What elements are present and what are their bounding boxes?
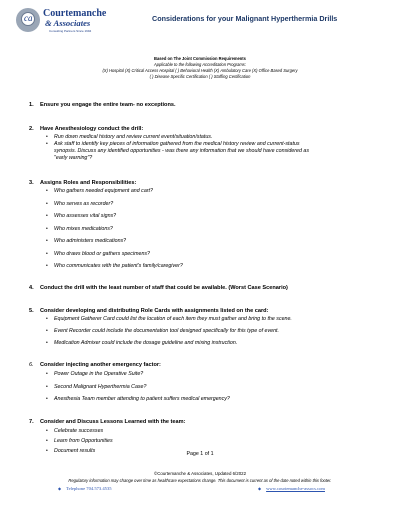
telephone-contact: ◆ Telephone 704.573.4535 xyxy=(58,486,112,491)
section-3-heading: 3. Assigns Roles and Responsibilities: xyxy=(29,180,137,186)
logo-name-line1: Courtemanche xyxy=(43,8,107,19)
logo-monogram: ca xyxy=(24,13,33,23)
list-item: • Who assesses vital signs? xyxy=(46,213,117,219)
logo-tagline: Consulting Partners Since 1994 xyxy=(49,29,92,33)
logo-name-line2: & Associates xyxy=(45,18,91,28)
list-item: • Document results xyxy=(46,448,96,454)
list-item: • Who mixes medications? xyxy=(46,225,113,232)
section-2-heading: 2. Have Anesthesiology conduct the drill: xyxy=(29,126,144,132)
section-5-heading: 5. Consider developing and distributing Role Cards with assignments listed on the card: xyxy=(29,308,269,314)
programs-line-2: ( ) Disease Specific Certification ( ) Staffing Certification xyxy=(149,74,251,79)
list-item: • Power Outage in the Operative Suite? xyxy=(46,371,144,377)
list-item-continuation: synopsis. Discuss any identified opportunities - was there any information that we should have considered as xyxy=(54,148,309,154)
list-item: • Equipment Gatherer Card could list the location of each item they must gather and bring to the scene. xyxy=(46,316,292,322)
diamond-bullet-icon: ◆ xyxy=(58,486,62,491)
section-4-heading: 4. Conduct the drill with the least number of staff that could be available. (Worst Case Scenario) xyxy=(29,285,288,291)
copyright-notice: ©Courtemanche & Associates, Updated 6/2022 xyxy=(153,471,247,476)
regulatory-disclaimer: Regulatory information may change over time as healthcare expectations change. This document is current as of the date noted within this footer. xyxy=(68,478,332,483)
list-item: • Learn from Opportunities xyxy=(46,438,113,444)
company-logo xyxy=(16,8,107,34)
section-7-heading: 7. Consider and Discuss Lessons Learned with the team: xyxy=(29,419,186,425)
list-item: • Event Recorder could include the documentation tool designed specifically for this type of event. xyxy=(46,328,279,334)
list-item: • Who communicates with the patient's family/caregiver? xyxy=(46,263,183,269)
list-item: • Who serves as recorder? xyxy=(46,200,114,207)
list-item: • Who gathers needed equipment and cart? xyxy=(46,188,153,194)
list-item: • Medication Admixer could include the dosage guideline and mixing instruction. xyxy=(46,340,238,346)
diamond-bullet-icon: ◆ xyxy=(258,486,262,491)
programs-line-1: (X) Hospital (X) Critical Access Hospital ( ) Behavioral Health (X) Ambulatory Care (X) Office Based Surgery xyxy=(102,68,298,73)
list-item: • Ask staff to identify key pieces of information gathered from the medical history review and current-status xyxy=(46,141,300,147)
list-item: • Run down medical history and review current event/situation/status. xyxy=(46,133,213,140)
section-6-heading: 6. Consider injecting another emergency factor: xyxy=(29,362,161,368)
page-number: Page 1 of 1 xyxy=(186,451,214,457)
document-title: Considerations for your Malignant Hyperthermia Drills xyxy=(152,14,338,23)
list-item-continuation: "early warning"? xyxy=(54,155,93,161)
applicable-programs-heading: Applicable to the following Accreditation Programs: xyxy=(153,62,246,67)
list-item: • Second Malignant Hyperthermia Case? xyxy=(46,383,147,390)
list-item: • Anesthesia Team member attending to patient suffers medical emergency? xyxy=(46,396,230,402)
requirements-source: Based on The Joint Commission Requirements xyxy=(154,56,246,61)
list-item: • Who draws blood or gathers specimens? xyxy=(46,250,150,257)
list-item: • Who administers medications? xyxy=(46,238,127,244)
website-link[interactable]: ◆ www.courtemanche-assocs.com xyxy=(258,486,325,491)
list-item: • Celebrate successes xyxy=(46,428,104,434)
section-1-heading: 1. Ensure you engage the entire team- no exceptions. xyxy=(29,102,176,108)
